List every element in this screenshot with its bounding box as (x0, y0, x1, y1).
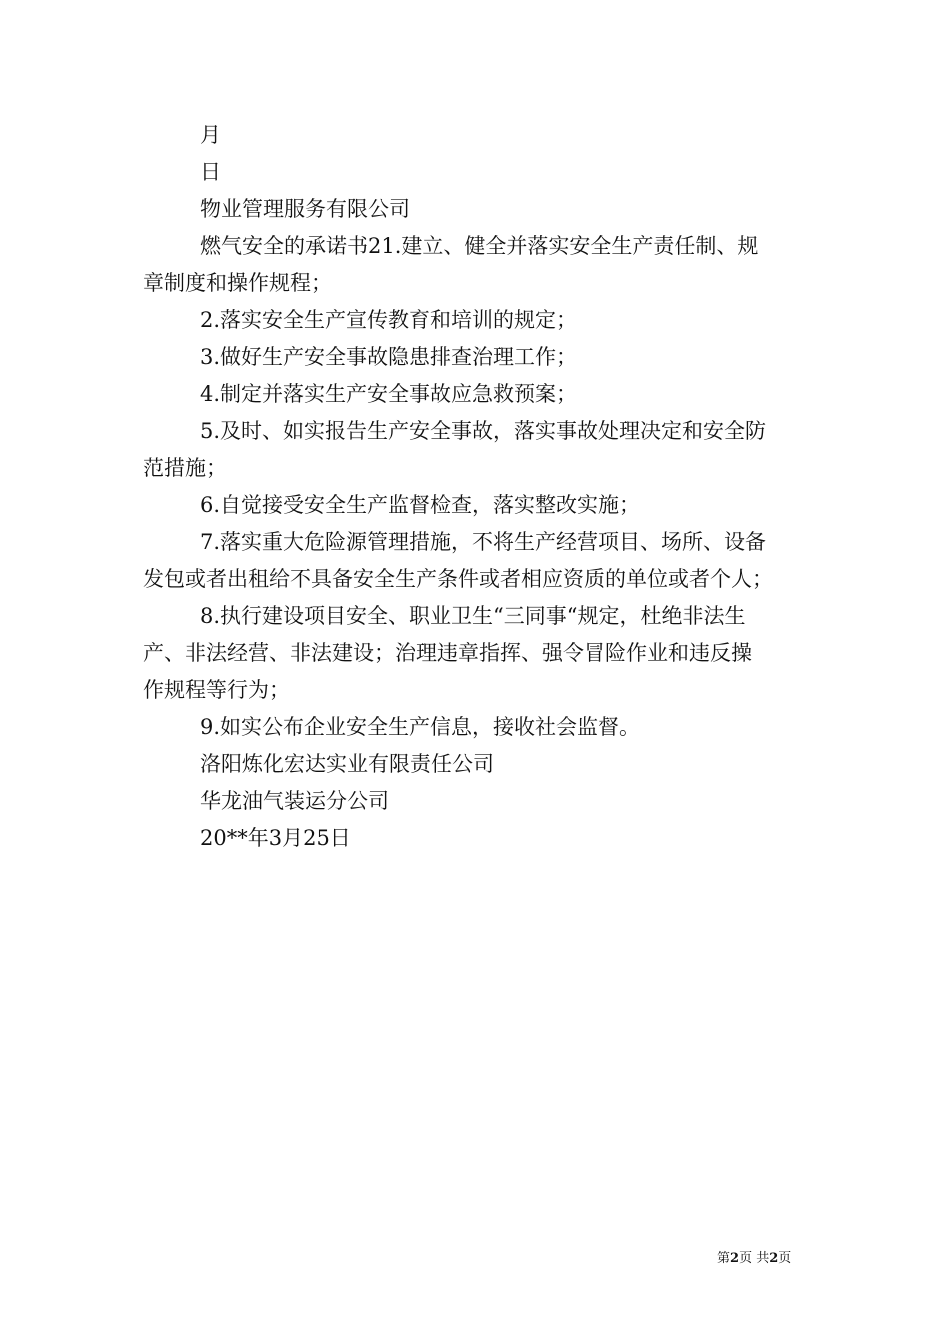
footer-middle: 页 共 (739, 1251, 770, 1266)
text-line-item-9: 9.如实公布企业安全生产信息，接收社会监督。 (200, 715, 641, 739)
text-line-item-7-start: 7.落实重大危险源管理措施，不将生产经营项目、场所、设备 (200, 530, 767, 554)
text-line-item-2: 2.落实安全生产宣传教育和培训的规定； (200, 308, 578, 332)
signature-date: 20**年3月25日 (200, 826, 351, 850)
text-line-item-8-cont: 产、非法经营、非法建设；治理违章指挥、强令冒险作业和违反操 (143, 641, 752, 665)
text-line-item-1-cont: 章制度和操作规程； (143, 271, 332, 295)
text-line-item-6: 6.自觉接受安全生产监督检查，落实整改实施； (200, 493, 641, 517)
text-line-day: 日 (200, 160, 221, 184)
text-line-month: 月 (200, 123, 221, 147)
text-line-item-8-start: 8.执行建设项目安全、职业卫生“三同事“规定，杜绝非法生 (200, 604, 746, 628)
text-line-item-8-end: 作规程等行为； (143, 678, 290, 702)
footer-suffix: 页 (778, 1251, 792, 1266)
text-line-item-7-cont: 发包或者出租给不具备安全生产条件或者相应资质的单位或者个人； (143, 567, 773, 591)
text-line-item-1-start: 燃气安全的承诺书21.建立、健全并落实安全生产责任制、规 (200, 234, 759, 258)
text-line-item-3: 3.做好生产安全事故隐患排查治理工作； (200, 345, 578, 369)
text-line-item-5-cont: 范措施； (143, 456, 227, 480)
footer-prefix: 第 (717, 1251, 731, 1266)
text-line-company: 物业管理服务有限公司 (200, 197, 410, 221)
footer-total-pages: 2 (769, 1251, 779, 1266)
footer-current-page: 2 (730, 1251, 740, 1266)
page-number-footer (717, 1251, 791, 1267)
signature-branch: 华龙油气装运分公司 (200, 789, 389, 813)
signature-company: 洛阳炼化宏达实业有限责任公司 (200, 752, 494, 776)
text-line-item-4: 4.制定并落实生产安全事故应急救预案； (200, 382, 578, 406)
text-line-item-5-start: 5.及时、如实报告生产安全事故，落实事故处理决定和安全防 (200, 419, 767, 443)
document-body (143, 117, 813, 857)
